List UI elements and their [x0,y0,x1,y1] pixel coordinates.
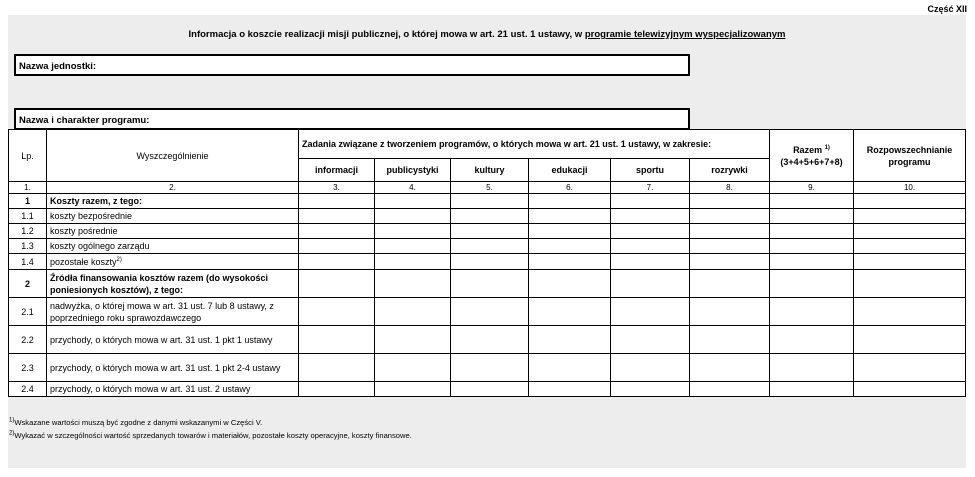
row-number: 2.1 [9,298,47,326]
header-col-informacji: informacji [299,159,375,182]
program-name-label: Nazwa i charakter programu: [19,115,150,126]
row-description-text: nadwyżka, o której mowa w art. 31 ust. 7 lub 8 ustawy, z poprzedniego roku sprawozdawczego [50,300,274,323]
header-tasks: Zadania związane z tworzeniem programów, o których mowa w art. 21 ust. 1 ustawy, w zakresie: [299,130,770,159]
value-cell[interactable] [529,270,611,298]
table-row [9,194,966,209]
row-number: 2.4 [9,382,47,397]
value-cell[interactable] [690,254,770,270]
value-cell[interactable] [299,254,375,270]
value-cell[interactable] [451,270,529,298]
table-row [9,209,966,224]
value-cell[interactable] [770,326,854,354]
column-number: 1. [9,182,47,194]
table-row [9,298,966,326]
value-cell[interactable] [611,326,690,354]
value-cell[interactable] [770,224,854,239]
value-cell[interactable] [770,209,854,224]
row-description-text: pozostałe koszty [50,256,117,267]
value-cell[interactable] [611,224,690,239]
value-cell[interactable] [451,224,529,239]
header-col-kultury: kultury [451,159,529,182]
value-cell[interactable] [375,254,451,270]
value-cell[interactable] [451,239,529,254]
value-cell[interactable] [770,298,854,326]
value-cell[interactable] [611,382,690,397]
value-cell[interactable] [611,354,690,382]
value-cell[interactable] [375,382,451,397]
row-description [47,254,299,270]
program-name-field[interactable] [14,108,690,130]
footnote-1-mark: 1) [9,417,15,424]
value-cell[interactable] [690,224,770,239]
header-distribution: Rozpowszechnianie programu [854,130,966,182]
value-cell[interactable] [451,298,529,326]
value-cell[interactable] [451,194,529,209]
row-description [47,270,299,298]
row-number: 2 [9,270,47,298]
value-cell[interactable] [299,354,375,382]
value-cell[interactable] [690,209,770,224]
form-title [8,29,966,40]
value-cell[interactable] [611,209,690,224]
header-col-rozrywki: rozrywki [690,159,770,182]
value-cell[interactable] [299,194,375,209]
row-description-text: koszty pośrednie [50,226,118,236]
row-description [47,209,299,224]
value-cell[interactable] [690,298,770,326]
footnote-1 [9,418,262,427]
column-number: 10. [854,182,966,194]
value-cell[interactable] [451,254,529,270]
value-cell[interactable] [375,239,451,254]
part-label: Część XII [927,4,967,14]
value-cell[interactable] [854,298,966,326]
value-cell[interactable] [854,270,966,298]
table-row [9,270,966,298]
footnote-2-text: Wykazać w szczególności wartość sprzedanych towarów i materiałów, pozostałe koszty operacyjne, koszty finansowe. [14,431,412,440]
row-description [47,194,299,209]
value-cell[interactable] [611,298,690,326]
value-cell[interactable] [529,354,611,382]
header-col-publicystyki: publicystyki [375,159,451,182]
value-cell[interactable] [854,209,966,224]
value-cell[interactable] [299,224,375,239]
value-cell[interactable] [529,239,611,254]
value-cell[interactable] [854,354,966,382]
table-row [9,326,966,354]
value-cell[interactable] [611,239,690,254]
row-description-text: przychody, o których mowa w art. 31 ust. 1 pkt 2-4 ustawy [50,362,281,373]
cost-table [8,129,966,397]
value-cell[interactable] [611,254,690,270]
row-description [47,326,299,354]
value-cell[interactable] [375,209,451,224]
table-row [9,354,966,382]
footnote-1-text: Wskazane wartości muszą być zgodne z danymi wskazanymi w Części V. [14,418,263,427]
value-cell[interactable] [375,270,451,298]
header-total-footnote: 1) [824,144,830,151]
column-number: 9. [770,182,854,194]
value-cell[interactable] [770,270,854,298]
header-total-formula: (3+4+5+6+7+8) [780,156,843,167]
value-cell[interactable] [529,209,611,224]
row-number: 1.1 [9,209,47,224]
column-numbers-row [9,182,966,194]
row-description-text: przychody, o których mowa w art. 31 ust. 1 pkt 1 ustawy [50,334,273,345]
row-description [47,354,299,382]
table-row [9,224,966,239]
unit-name-label: Nazwa jednostki: [19,61,97,72]
header-lp: Lp. [9,130,47,182]
row-footnote-mark: 2) [116,256,122,263]
title-text: Informacja o koszcie realizacji misji publicznej, o której mowa w art. 21 ust. 1 ustawy, w [188,29,585,40]
row-number: 1 [9,194,47,209]
value-cell[interactable] [854,382,966,397]
value-cell[interactable] [770,194,854,209]
header-description: Wyszczególnienie [47,130,299,182]
value-cell[interactable] [299,270,375,298]
value-cell[interactable] [451,354,529,382]
unit-name-field[interactable] [14,54,690,76]
value-cell[interactable] [529,194,611,209]
value-cell[interactable] [451,326,529,354]
row-description-text: koszty bezpośrednie [50,211,133,221]
value-cell[interactable] [690,326,770,354]
row-number: 1.3 [9,239,47,254]
row-description-text: Koszty razem, z tego: [50,196,143,206]
table-row [9,254,966,270]
value-cell[interactable] [529,382,611,397]
value-cell[interactable] [299,382,375,397]
value-cell[interactable] [690,354,770,382]
row-description [47,298,299,326]
column-number: 6. [529,182,611,194]
header-col-sportu: sportu [611,159,690,182]
value-cell[interactable] [611,270,690,298]
row-description [47,382,299,397]
value-cell[interactable] [854,326,966,354]
value-cell[interactable] [690,194,770,209]
value-cell[interactable] [611,194,690,209]
row-description-text: Źródła finansowania kosztów razem (do wysokości poniesionych kosztów), z tego: [50,272,269,295]
value-cell[interactable] [451,209,529,224]
value-cell[interactable] [299,298,375,326]
value-cell[interactable] [770,239,854,254]
column-number: 5. [451,182,529,194]
value-cell[interactable] [854,194,966,209]
column-number: 2. [47,182,299,194]
value-cell[interactable] [375,194,451,209]
value-cell[interactable] [375,298,451,326]
value-cell[interactable] [375,354,451,382]
footnote-2 [9,431,412,440]
row-number: 1.2 [9,224,47,239]
value-cell[interactable] [299,326,375,354]
value-cell[interactable] [854,239,966,254]
table-row [9,239,966,254]
value-cell[interactable] [770,354,854,382]
column-number: 7. [611,182,690,194]
column-number: 3. [299,182,375,194]
value-cell[interactable] [299,239,375,254]
header-total-label: Razem [793,144,823,155]
header-total [770,130,854,182]
value-cell[interactable] [529,326,611,354]
value-cell[interactable] [529,298,611,326]
value-cell[interactable] [770,254,854,270]
value-cell[interactable] [375,326,451,354]
header-col-edukacji: edukacji [529,159,611,182]
value-cell[interactable] [854,254,966,270]
row-number: 2.2 [9,326,47,354]
row-description-text: przychody, o których mowa w art. 31 ust. 2 ustawy [50,384,251,394]
value-cell[interactable] [690,270,770,298]
column-number: 8. [690,182,770,194]
value-cell[interactable] [529,224,611,239]
value-cell[interactable] [690,239,770,254]
table-row [9,382,966,397]
row-description-text: koszty ogólnego zarządu [50,241,150,251]
column-number: 4. [375,182,451,194]
footnote-2-mark: 2) [9,430,15,437]
value-cell[interactable] [375,224,451,239]
value-cell[interactable] [854,224,966,239]
row-number: 2.3 [9,354,47,382]
value-cell[interactable] [299,209,375,224]
row-description [47,224,299,239]
value-cell[interactable] [529,254,611,270]
title-underlined: programie telewizyjnym wyspecjalizowanym [584,29,786,40]
row-number: 1.4 [9,254,47,270]
value-cell[interactable] [770,382,854,397]
value-cell[interactable] [690,382,770,397]
value-cell[interactable] [451,382,529,397]
row-description [47,239,299,254]
